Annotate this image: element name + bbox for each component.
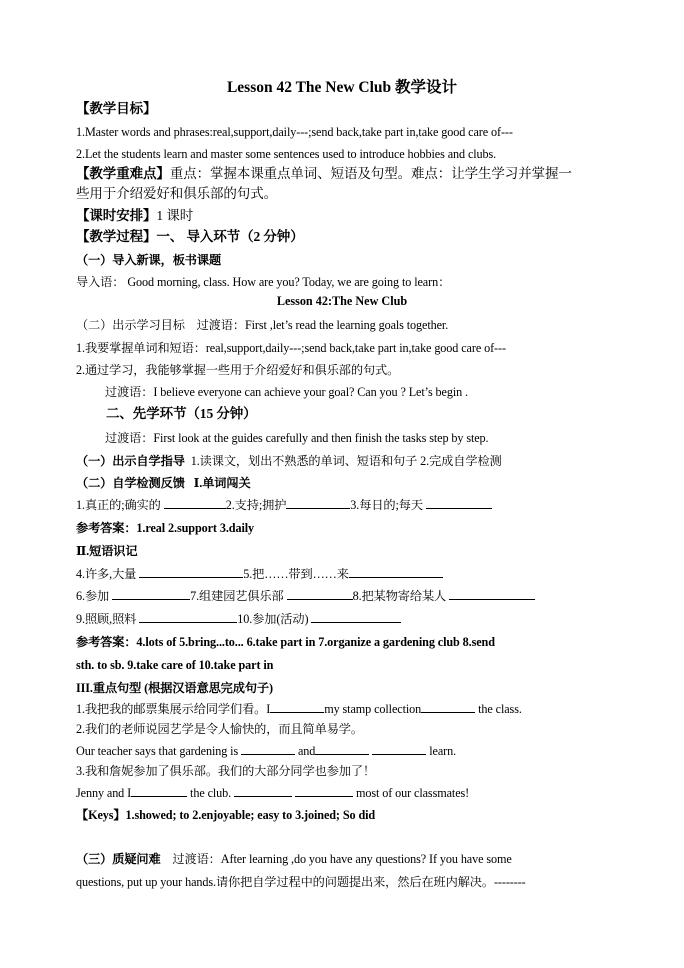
sentence-2-start: Our teacher says that gardening is [76, 744, 239, 758]
sentence-3-english [76, 785, 616, 801]
self-check-line [76, 475, 616, 491]
answer-blank[interactable] [349, 566, 443, 578]
key-points-heading: 【教学重难点】 [76, 166, 170, 181]
phrase-quiz-line-1 [76, 566, 616, 582]
key-points-line-1 [76, 166, 616, 182]
part-2-heading: Ⅱ.短语识记 [76, 544, 138, 558]
phrase-prompt-6: 6.参加 [76, 589, 110, 603]
lead-text: Good morning, class. How are you? Today, we are going to learn： [127, 275, 451, 289]
answer-blank[interactable] [286, 497, 350, 509]
objectives-line-2: 2.Let the students learn and master some sentences used to introduce hobbies and clubs. [76, 147, 497, 161]
schedule-line [76, 208, 616, 224]
goal-2: 2.通过学习，我能够掌握一些用于介绍爱好和俱乐部的句式。 [76, 363, 400, 377]
phrase-quiz-line-2 [76, 588, 616, 604]
answer-blank[interactable] [112, 588, 190, 600]
prestudy-transition-line [105, 430, 645, 446]
guide-text: 1.读课文，划出不熟悉的单词、短语和句子 2.完成自学检测 [190, 454, 502, 468]
answer-blank[interactable] [164, 497, 226, 509]
keys-line: 【Keys】1.showed; to 2.enjoyable; easy to 3.joined; So did [76, 808, 376, 822]
document-title: Lesson 42 The New Club 教学设计 [226, 79, 458, 96]
word-prompt-3: 3.每日的;每天 [350, 498, 423, 512]
intro-goals-line [76, 317, 616, 333]
sentence-2-and: and [298, 744, 316, 758]
phrase-prompt-4: 4.许多,大量 [76, 567, 137, 581]
transition-label: 过渡语： [105, 431, 154, 445]
answer-blank[interactable] [270, 701, 324, 713]
word-prompt-1: 1.真正的;确实的 [76, 498, 161, 512]
phrase-prompt-8: 8.把某物寄给某人 [352, 589, 447, 603]
intro-lead-line [76, 274, 616, 290]
answer-blank[interactable] [426, 497, 492, 509]
goal-1: 1.我要掌握单词和短语：real,support,daily---;send back,take part in,take good care of--- [76, 341, 506, 355]
answer-blank[interactable] [287, 588, 353, 600]
transition-label: 过渡语： [196, 318, 245, 332]
answer-blank[interactable] [295, 785, 353, 797]
schedule-heading: 【课时安排】 [76, 208, 157, 223]
part-1-heading: Ⅰ.单词闯关 [193, 476, 251, 490]
answer-blank[interactable] [131, 785, 187, 797]
word-prompt-2: 2.支持;拥护 [225, 498, 287, 512]
answer-blank[interactable] [139, 611, 237, 623]
transition-label: 过渡语： [105, 385, 154, 399]
sentence-3-middle: the club. [190, 786, 232, 800]
sentence-3-end: most of our classmates! [355, 786, 470, 800]
qa-line-1 [76, 851, 616, 867]
sentence-3-chinese: 3.我和詹妮参加了俱乐部。我们的大部分同学也参加了！ [76, 764, 376, 778]
answer-blank[interactable] [372, 743, 426, 755]
self-study-guide-line [76, 453, 616, 469]
lesson-title-line: Lesson 42:The New Club [276, 294, 408, 308]
sentence-1-middle: my stamp collection [324, 702, 422, 716]
sentence-1-end: the class. [478, 702, 522, 716]
sentence-2-english [76, 743, 616, 759]
transition-text: First look at the guides carefully and then finish the tasks step by step. [153, 431, 489, 445]
lead-label: 导入语： [76, 275, 125, 289]
objectives-heading: 【教学目标】 [76, 101, 157, 116]
answer-blank[interactable] [421, 701, 475, 713]
phrase-prompt-5: 5.把……带到……来 [243, 567, 349, 581]
phrase-quiz-line-3 [76, 611, 616, 627]
prestudy-heading: 二、先学环节（15 分钟） [106, 406, 257, 421]
part-3-heading: III.重点句型 (根据汉语意思完成句子) [76, 681, 273, 695]
qa-line-2: questions, put up your hands.请你把自学过程中的问题提出来，然后在班内解决。-------- [76, 875, 526, 889]
word-quiz-line [76, 497, 616, 513]
intro-subheading-2: （二）出示学习目标 [76, 318, 185, 332]
answer-blank[interactable] [315, 743, 369, 755]
phrase-prompt-7: 7.组建园艺俱乐部 [190, 589, 284, 603]
answer-blank[interactable] [241, 743, 295, 755]
answers-part-1: 参考答案：1.real 2.support 3.daily [76, 521, 255, 535]
answer-blank[interactable] [139, 566, 243, 578]
answers-part-2-line-1: 参考答案：4.lots of 5.bring...to... 6.take part in 7.organize a gardening club 8.send [76, 635, 495, 649]
process-heading: 【教学过程】一、 导入环节（2 分钟） [76, 229, 304, 244]
transition-line-3 [105, 384, 645, 400]
answer-blank[interactable] [234, 785, 292, 797]
answer-blank[interactable] [449, 588, 535, 600]
answer-blank[interactable] [311, 611, 401, 623]
transition-text: I believe everyone can achieve your goal? Can you ? Let’s begin . [153, 385, 469, 399]
qa-label: （三）质疑问难 [76, 852, 161, 866]
phrase-prompt-9: 9.照顾,照料 [76, 612, 137, 626]
check-label: （二）自学检测反馈 [76, 476, 185, 490]
phrase-prompt-10: 10.参加(活动) [237, 612, 309, 626]
intro-subheading-1: （一）导入新课，板书课题 [76, 253, 222, 267]
sentence-1 [76, 701, 616, 717]
guide-label: （一）出示自学指导 [76, 454, 185, 468]
sentence-2-chinese: 2.我们的老师说园艺学是令人愉快的，而且简单易学。 [76, 722, 363, 736]
schedule-value: 1 课时 [156, 208, 194, 223]
qa-text-1: After learning ,do you have any questions? If you have some [220, 852, 512, 866]
key-points-text: 重点：掌握本课重点单词、短语及句型。难点：让学生学习并掌握一 [169, 166, 572, 181]
transition-label: 过渡语： [172, 852, 221, 866]
answers-part-2-line-2: sth. to sb. 9.take care of 10.take part in [76, 658, 274, 672]
sentence-2-end: learn. [429, 744, 457, 758]
sentence-3-start: Jenny and I [76, 786, 132, 800]
objectives-line-1: 1.Master words and phrases:real,support,daily---;send back,take part in,take good care of--- [76, 125, 513, 139]
sentence-1-prompt: 1.我把我的邮票集展示给同学们看。I [76, 702, 271, 716]
key-points-line-2: 些用于介绍爱好和俱乐部的句式。 [76, 186, 277, 201]
transition-text: First ,let’s read the learning goals together. [244, 318, 449, 332]
